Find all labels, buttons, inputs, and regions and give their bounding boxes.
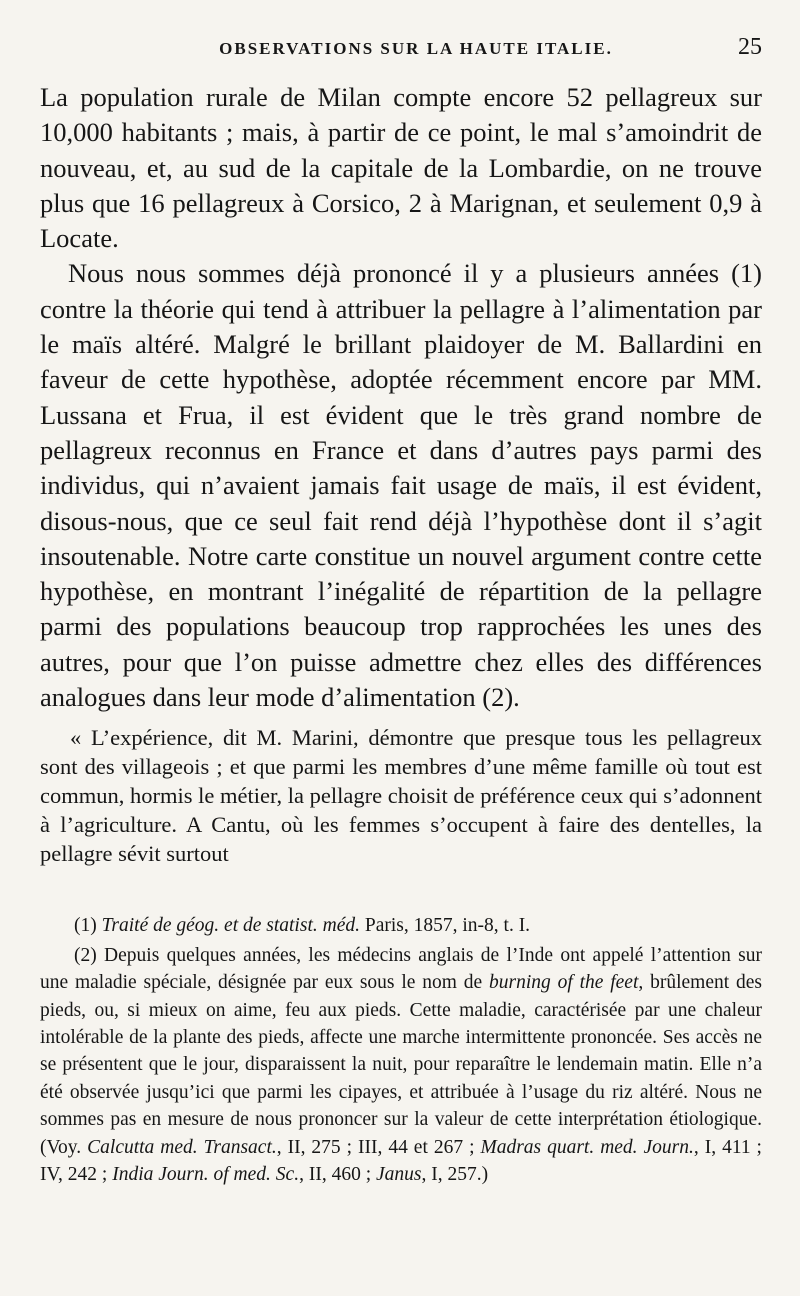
footnote-2-text-5: , II, 460 ; bbox=[299, 1164, 376, 1185]
page-number: 25 bbox=[738, 34, 762, 60]
footnote-1-title: Traité de géog. et de statist. méd. bbox=[101, 915, 360, 937]
footnote-2-text-2: , brûlement des pieds, ou, si mieux on aime, feu aux pieds. Cette maladie, caractérisée par une chaleur intolérable de la plante des pieds, affecte une marche intermittente prononcée. Ses accès ne se présentent que le jour, disparaissent la nuit, pour reparaître le lendemain matin. Elle n’a été observée jusqu’ici que parmi les cipayes, et attribuée à l’usage du riz altéré. Nous ne sommes pas en mesure de nous prononcer sur la valeur de cette interprétation étiologique. (Voy. bbox=[40, 972, 762, 1158]
footnote-2-text-6: , I, 257.) bbox=[421, 1164, 489, 1185]
footnote-2 bbox=[40, 942, 762, 1189]
footnote-2-text-4: , I, 411 ; IV, 242 ; bbox=[40, 1136, 762, 1185]
footnote-2-text-3: , II, 275 ; III, 44 et 267 ; bbox=[276, 1136, 481, 1158]
footnote-2-text-1: Depuis quelques années, les médecins anglais de l’Inde ont appelé l’attention sur une maladie spéciale, désignée par eux sous le nom de bbox=[40, 944, 762, 994]
footnotes bbox=[40, 912, 762, 1188]
footnote-2-italic-2: Calcutta med. Transact. bbox=[87, 1136, 277, 1158]
footnote-2-italic-5: Janus bbox=[375, 1164, 422, 1185]
footnote-2-marker: (2) bbox=[74, 944, 97, 966]
footnote-2-italic-4: India Journ. of med. Sc. bbox=[112, 1164, 300, 1185]
footnote-1 bbox=[40, 912, 762, 939]
footnote-1-details: Paris, 1857, in-8, t. I. bbox=[359, 915, 531, 937]
paragraph-1: La population rurale de Milan compte encore 52 pellagreux sur 10,000 habitants ; mais, à partir de ce point, le mal s’amoindrit de nouveau, et, au sud de la capitale de la Lombardie, on ne trouve plus que 16 pellagreux à Corsico, 2 à Marignan, et seulement 0,9 à Locate. bbox=[40, 82, 762, 254]
paragraph-2: Nous nous sommes déjà prononcé il y a plusieurs années (1) contre la théorie qui tend à attribuer la pellagre à l’alimentation par le maïs altéré. Malgré le brillant plaidoyer de M. Ballardini en faveur de cette hypothèse, adoptée récemment encore par MM. Lussana et Frua, il est évident que le très grand nombre de pellagreux reconnus en France et dans d’autres pays parmi des individus, qui n’avaient jamais fait usage de maïs, il est évident, disous-nous, que ce seul fait rend déjà l’hypothèse dont il s’agit insoutenable. Notre carte constitue un nouvel argument contre cette hypothèse, en montrant l’inégalité de répartition de la pellagre parmi des populations beaucoup trop rapprochées les unes des autres, pour que l’on puisse admettre chez elles des différences analogues dans leur mode d’alimentation (2). bbox=[40, 258, 762, 713]
footnote-2-italic-1: burning of the feet bbox=[488, 972, 639, 994]
quote-paragraph: « L’expérience, dit M. Marini, démontre que presque tous les pellagreux sont des villageois ; et que parmi les membres d’une même famille où tout est commun, hormis le métier, la pellagre choisit de préférence ceux qui s’adonnent à l’agriculture. A Cantu, où les femmes s’occupent à faire des dentelles, la pellagre sévit surtout bbox=[40, 725, 762, 867]
running-title: OBSERVATIONS SUR LA HAUTE ITALIE. bbox=[219, 39, 613, 58]
footnote-1-marker: (1) bbox=[74, 915, 97, 937]
running-head bbox=[40, 34, 762, 80]
footnote-2-italic-3: Madras quart. med. Journ. bbox=[480, 1136, 694, 1158]
